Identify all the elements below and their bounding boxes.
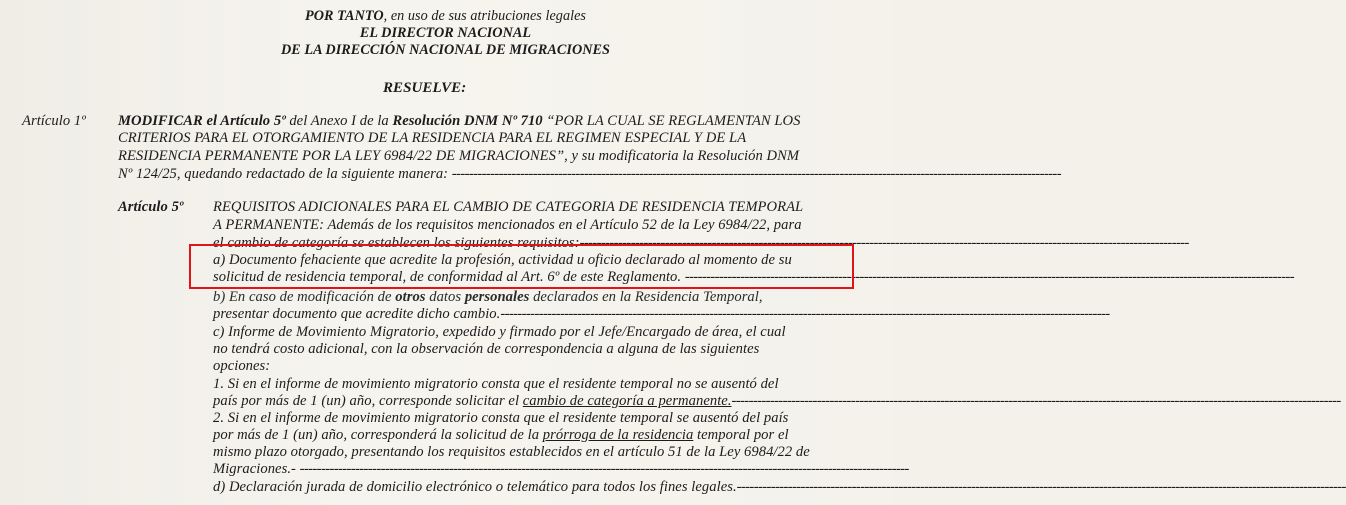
resuelve-text: RESUELVE: (383, 80, 467, 96)
art5-l3-text: el cambio de categoría se establecen los siguientes requisitos: (213, 235, 580, 251)
modificar-bold: MODIFICAR el Artículo 5º (118, 113, 286, 129)
header-line-1 (0, 8, 891, 24)
header-director: EL DIRECTOR NACIONAL (359, 25, 532, 41)
art1-l4-text: Nº 124/25, quedando redactado de la siguiente manera: (118, 166, 449, 182)
option-2-l4-text: Migraciones.- (213, 461, 296, 477)
item-b-line-2 (213, 306, 1110, 322)
item-b-t3: declarados en la Residencia Temporal, (529, 289, 763, 305)
articulo-1-label: Artículo 1º (22, 113, 86, 129)
item-b-line-1 (213, 289, 763, 305)
articulo-5-line-1: REQUISITOS ADICIONALES PARA EL CAMBIO DE CATEGORIA DE RESIDENCIA TEMPORAL (213, 199, 804, 215)
articulo-1-line-3: RESIDENCIA PERMANENTE POR LA LEY 6984/22 DE MIGRACIONES”, y su modificatoria la Resolución DNM (118, 148, 800, 164)
articulo-1-line-4 (118, 166, 1061, 182)
option-2-l2-text: por más de 1 (un) año, corresponderá la solicitud de la (213, 427, 543, 443)
art5-label-text: Artículo 5º (118, 199, 184, 215)
item-b-t2: datos (425, 289, 465, 305)
art1-text: del Anexo I de la (285, 113, 393, 129)
option-1-line-1: 1. Si en el informe de movimiento migratorio consta que el residente temporal no se ausentó del (213, 376, 779, 392)
option-2-line-4 (213, 461, 909, 477)
header-line-2 (0, 25, 891, 41)
articulo-5-line-2: A PERMANENTE: Además de los requisitos mencionados en el Artículo 52 de la Ley 6984/22, para (213, 217, 802, 233)
item-c-line-2: no tendrá costo adicional, con la observación de correspondencia a alguna de las siguientes (213, 341, 760, 357)
item-d-text: d) Declaración jurada de domicilio electrónico o telemático para todos los fines legales. (213, 479, 737, 495)
dash-fill: ----------------------------------------------------------------------------------------------------------------------------------------------- (684, 269, 1294, 285)
art1-text-2: “POR LA CUAL SE REGLAMENTAN LOS (542, 113, 801, 129)
header-por-tanto: POR TANTO (305, 8, 384, 24)
item-d-line-1 (213, 479, 1346, 495)
articulo-1-line-1 (118, 113, 801, 129)
option-1-line-2 (213, 393, 1341, 409)
dash-fill: ----------------------------------------------------------------------------------------------------------------------------------------------- (736, 479, 1346, 495)
item-b-otros: otros (395, 289, 426, 305)
dash-fill: ----------------------------------------------------------------------------------------------------------------------------------------------- (731, 393, 1341, 409)
item-c-line-3: opciones: (213, 358, 271, 374)
cambio-categoria-underlined: cambio de categoría a permanente. (522, 393, 732, 409)
item-a-line-1: a) Documento fehaciente que acredite la profesión, actividad u oficio declarado al momento de su (213, 252, 792, 268)
dash-fill: ----------------------------------------------------------------------------------------------------------------------------------------------- (299, 461, 909, 477)
articulo-1-line-2: CRITERIOS PARA EL OTORGAMIENTO DE LA RESIDENCIA PARA EL REGIMEN ESPECIAL Y DE LA (118, 130, 747, 146)
item-b-l2-text: presentar documento que acredite dicho cambio. (213, 306, 501, 322)
articulo-5-label (118, 199, 183, 215)
item-a-l2-text: solicitud de residencia temporal, de conformidad al Art. 6º de este Reglamento. (213, 269, 682, 285)
header-line-1-rest: , en uso de sus atribuciones legales (383, 8, 586, 24)
dash-fill: ----------------------------------------------------------------------------------------------------------------------------------------------- (579, 235, 1189, 251)
prorroga-underlined: prórroga de la residencia (542, 427, 694, 443)
option-2-l2-text-2: temporal por el (693, 427, 789, 443)
dash-fill: ----------------------------------------------------------------------------------------------------------------------------------------------- (451, 166, 1061, 182)
resuelve-heading (383, 80, 466, 96)
header-direccion: DE LA DIRECCIÓN NACIONAL DE MIGRACIONES (280, 42, 610, 58)
header-line-3 (0, 42, 891, 58)
item-c-line-1: c) Informe de Movimiento Migratorio, expedido y firmado por el Jefe/Encargado de área, el cual (213, 324, 786, 340)
dash-fill: ----------------------------------------------------------------------------------------------------------------------------------------------- (500, 306, 1110, 322)
option-2-line-2 (213, 427, 789, 443)
resolucion-bold: Resolución DNM Nº 710 (392, 113, 543, 129)
highlight-box (189, 244, 1294, 289)
option-2-line-1: 2. Si en el informe de movimiento migratorio consta que el residente temporal se ausentó del país (213, 410, 789, 426)
item-b-personales: personales (464, 289, 530, 305)
item-b-t1: b) En caso de modificación de (213, 289, 396, 305)
option-2-line-3: mismo plazo otorgado, presentando los requisitos establecidos en el artículo 51 de la Ley 6984/22 de (213, 444, 810, 460)
option-1-l2-text: país por más de 1 (un) año, corresponde solicitar el (213, 393, 523, 409)
